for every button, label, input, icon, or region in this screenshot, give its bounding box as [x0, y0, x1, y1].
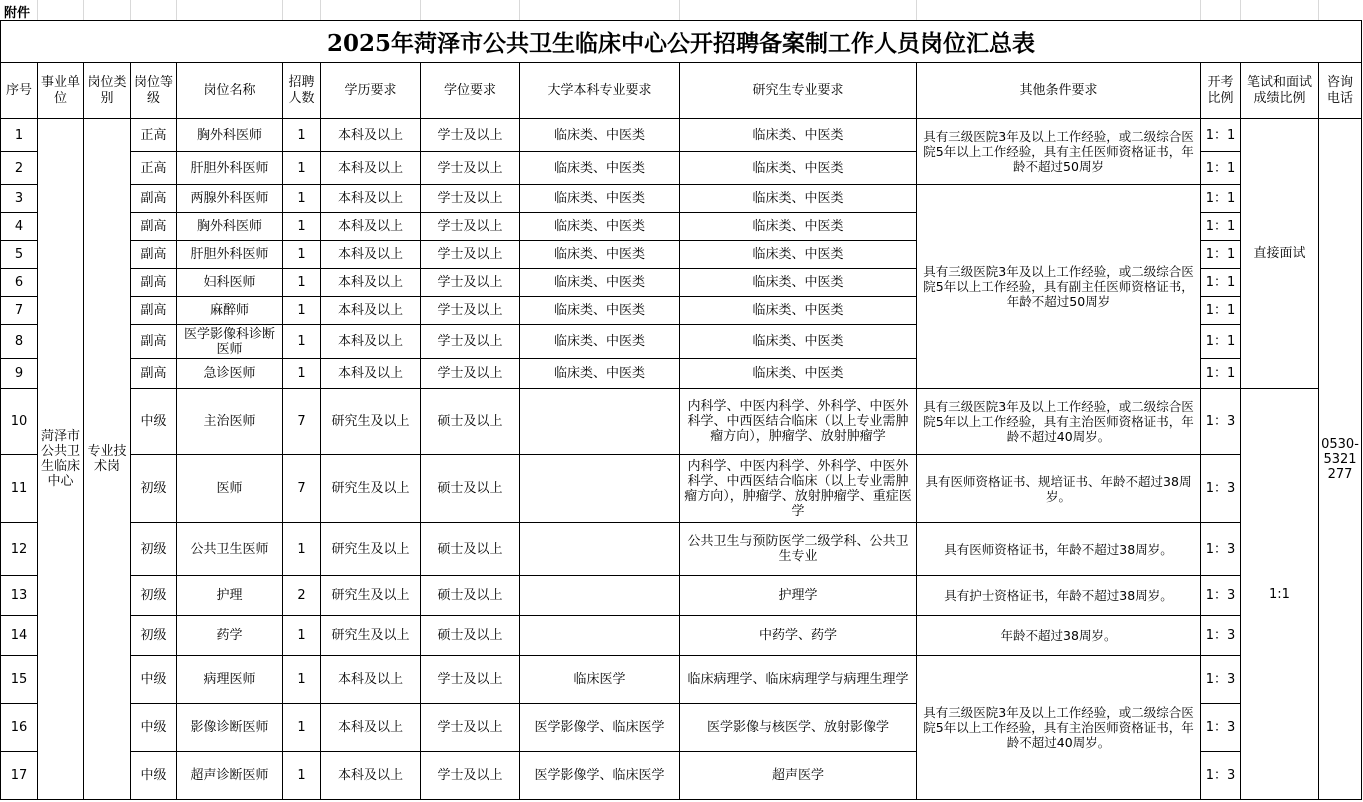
row-education: 本科及以上: [321, 752, 421, 800]
row-name: 医师: [177, 455, 283, 523]
row-education: 本科及以上: [321, 704, 421, 752]
row-degree: 学士及以上: [421, 359, 520, 389]
row-seq: 16: [1, 704, 38, 752]
row-seq: 3: [1, 185, 38, 213]
sheet-gridlines: [0, 0, 1363, 20]
row-grad-major: 临床类、中医类: [680, 213, 917, 241]
row-level: 副高: [131, 269, 177, 297]
row-degree: 学士及以上: [421, 185, 520, 213]
row-count: 1: [283, 704, 321, 752]
row-degree: 硕士及以上: [421, 389, 520, 455]
row-count: 1: [283, 359, 321, 389]
row-undergrad-major: 临床类、中医类: [520, 297, 680, 325]
row-grad-major: 超声医学: [680, 752, 917, 800]
row-education: 本科及以上: [321, 359, 421, 389]
row-ratio: 1：1: [1201, 152, 1241, 185]
row-undergrad-major: 临床类、中医类: [520, 152, 680, 185]
table-body: [1, 119, 1362, 800]
table-row: [1, 185, 1362, 213]
row-degree: 学士及以上: [421, 152, 520, 185]
unit-name: 菏泽市公共卫生临床中心: [38, 119, 84, 800]
row-level: 副高: [131, 297, 177, 325]
score-ratio-direct: 直接面试: [1241, 119, 1319, 389]
row-level: 初级: [131, 616, 177, 656]
table-row: [1, 389, 1362, 455]
row-name: 肝胆外科医师: [177, 241, 283, 269]
row-level: 中级: [131, 704, 177, 752]
row-grad-major: 临床类、中医类: [680, 269, 917, 297]
row-ratio: 1：1: [1201, 241, 1241, 269]
row-name: 胸外科医师: [177, 213, 283, 241]
header-score-ratio: 笔试和面试成绩比例: [1241, 63, 1319, 119]
row-undergrad-major: [520, 523, 680, 576]
row-level: 中级: [131, 389, 177, 455]
row-degree: 硕士及以上: [421, 523, 520, 576]
row-degree: 硕士及以上: [421, 616, 520, 656]
row-degree: 学士及以上: [421, 269, 520, 297]
row-undergrad-major: [520, 389, 680, 455]
positions-table: [0, 62, 1362, 800]
row-undergrad-major: [520, 455, 680, 523]
header-ratio: 开考比例: [1201, 63, 1241, 119]
row-name: 公共卫生医师: [177, 523, 283, 576]
row-undergrad-major: [520, 576, 680, 616]
row-seq: 5: [1, 241, 38, 269]
row-count: 1: [283, 152, 321, 185]
row-seq: 8: [1, 325, 38, 359]
row-education: 本科及以上: [321, 185, 421, 213]
row-seq: 13: [1, 576, 38, 616]
header-degree: 学位要求: [421, 63, 520, 119]
row-education: 本科及以上: [321, 213, 421, 241]
row-seq: 2: [1, 152, 38, 185]
consult-phone: 0530-5321277: [1319, 119, 1362, 800]
row-undergrad-major: 临床类、中医类: [520, 119, 680, 152]
row-ratio: 1：1: [1201, 269, 1241, 297]
row-grad-major: 临床类、中医类: [680, 241, 917, 269]
table-row: [1, 119, 1362, 152]
page-title: 2025年菏泽市公共卫生临床中心公开招聘备案制工作人员岗位汇总表: [0, 20, 1362, 63]
header-grad-major: 研究生专业要求: [680, 63, 917, 119]
header-other: 其他条件要求: [917, 63, 1201, 119]
row-ratio: 1：3: [1201, 656, 1241, 704]
header-count: 招聘人数: [283, 63, 321, 119]
row-ratio: 1：1: [1201, 297, 1241, 325]
row-other-conditions: 具有三级医院3年及以上工作经验，或二级综合医院5年以上工作经验，具有主治医师资格证书，年龄不超过40周岁。: [917, 389, 1201, 455]
row-other-conditions: 具有三级医院3年及以上工作经验，或二级综合医院5年以上工作经验，具有主治医师资格证书，年龄不超过40周岁。: [917, 656, 1201, 800]
row-other-conditions: 具有医师资格证书，年龄不超过38周岁。: [917, 523, 1201, 576]
row-level: 初级: [131, 523, 177, 576]
row-education: 研究生及以上: [321, 523, 421, 576]
row-degree: 硕士及以上: [421, 576, 520, 616]
row-ratio: 1：1: [1201, 119, 1241, 152]
row-level: 副高: [131, 325, 177, 359]
row-level: 正高: [131, 152, 177, 185]
row-seq: 17: [1, 752, 38, 800]
row-grad-major: 临床病理学、临床病理学与病理生理学: [680, 656, 917, 704]
row-grad-major: 护理学: [680, 576, 917, 616]
header-phone: 咨询电话: [1319, 63, 1362, 119]
table-row: [1, 576, 1362, 616]
row-seq: 1: [1, 119, 38, 152]
row-name: 病理医师: [177, 656, 283, 704]
row-count: 1: [283, 325, 321, 359]
row-ratio: 1：3: [1201, 576, 1241, 616]
row-name: 妇科医师: [177, 269, 283, 297]
row-undergrad-major: 医学影像学、临床医学: [520, 704, 680, 752]
row-grad-major: 临床类、中医类: [680, 325, 917, 359]
row-degree: 学士及以上: [421, 704, 520, 752]
row-level: 副高: [131, 185, 177, 213]
row-degree: 学士及以上: [421, 656, 520, 704]
row-count: 1: [283, 269, 321, 297]
row-education: 本科及以上: [321, 325, 421, 359]
row-undergrad-major: 临床类、中医类: [520, 241, 680, 269]
row-grad-major: 临床类、中医类: [680, 297, 917, 325]
row-education: 本科及以上: [321, 119, 421, 152]
row-other-conditions: 具有医师资格证书、规培证书、年龄不超过38周岁。: [917, 455, 1201, 523]
header-category: 岗位类别: [84, 63, 131, 119]
row-ratio: 1：1: [1201, 213, 1241, 241]
row-count: 1: [283, 656, 321, 704]
row-level: 初级: [131, 455, 177, 523]
category-name: 专业技术岗: [84, 119, 131, 800]
row-count: 1: [283, 523, 321, 576]
row-count: 1: [283, 119, 321, 152]
row-degree: 学士及以上: [421, 241, 520, 269]
row-undergrad-major: 临床医学: [520, 656, 680, 704]
row-seq: 6: [1, 269, 38, 297]
row-level: 中级: [131, 656, 177, 704]
row-undergrad-major: 临床类、中医类: [520, 185, 680, 213]
row-degree: 学士及以上: [421, 213, 520, 241]
row-other-conditions: 年龄不超过38周岁。: [917, 616, 1201, 656]
score-ratio-value: 1:1: [1241, 389, 1319, 800]
row-undergrad-major: 医学影像学、临床医学: [520, 752, 680, 800]
row-grad-major: 临床类、中医类: [680, 119, 917, 152]
row-name: 急诊医师: [177, 359, 283, 389]
row-seq: 12: [1, 523, 38, 576]
row-degree: 学士及以上: [421, 325, 520, 359]
row-count: 7: [283, 455, 321, 523]
row-ratio: 1：1: [1201, 325, 1241, 359]
row-undergrad-major: [520, 616, 680, 656]
header-seq: 序号: [1, 63, 38, 119]
row-ratio: 1：3: [1201, 523, 1241, 576]
row-seq: 4: [1, 213, 38, 241]
row-count: 1: [283, 752, 321, 800]
header-undergrad-major: 大学本科专业要求: [520, 63, 680, 119]
row-level: 副高: [131, 241, 177, 269]
header-level: 岗位等级: [131, 63, 177, 119]
header-unit: 事业单位: [38, 63, 84, 119]
row-name: 医学影像科诊断医师: [177, 325, 283, 359]
row-ratio: 1：1: [1201, 185, 1241, 213]
row-seq: 14: [1, 616, 38, 656]
row-count: 1: [283, 297, 321, 325]
row-education: 研究生及以上: [321, 576, 421, 616]
row-name: 护理: [177, 576, 283, 616]
row-ratio: 1：1: [1201, 359, 1241, 389]
row-undergrad-major: 临床类、中医类: [520, 325, 680, 359]
row-grad-major: 临床类、中医类: [680, 185, 917, 213]
row-name: 麻醉师: [177, 297, 283, 325]
row-level: 中级: [131, 752, 177, 800]
row-level: 副高: [131, 213, 177, 241]
row-education: 本科及以上: [321, 297, 421, 325]
row-ratio: 1：3: [1201, 616, 1241, 656]
row-name: 超声诊断医师: [177, 752, 283, 800]
row-degree: 学士及以上: [421, 752, 520, 800]
row-education: 研究生及以上: [321, 616, 421, 656]
row-count: 7: [283, 389, 321, 455]
table-row: [1, 656, 1362, 704]
row-level: 副高: [131, 359, 177, 389]
row-education: 本科及以上: [321, 152, 421, 185]
row-education: 研究生及以上: [321, 455, 421, 523]
row-ratio: 1：3: [1201, 704, 1241, 752]
row-grad-major: 内科学、中医内科学、外科学、中医外科学、中西医结合临床（以上专业需肿瘤方向），肿瘤学、放射肿瘤学、重症医学: [680, 455, 917, 523]
header-row: [1, 63, 1362, 119]
row-grad-major: 公共卫生与预防医学二级学科、公共卫生专业: [680, 523, 917, 576]
row-ratio: 1：3: [1201, 752, 1241, 800]
row-other-conditions: 具有三级医院3年及以上工作经验，或二级综合医院5年以上工作经验，具有副主任医师资格证书，年龄不超过50周岁: [917, 185, 1201, 389]
row-other-conditions: 具有三级医院3年及以上工作经验，或二级综合医院5年以上工作经验，具有主任医师资格证书，年龄不超过50周岁: [917, 119, 1201, 185]
row-undergrad-major: 临床类、中医类: [520, 269, 680, 297]
row-degree: 学士及以上: [421, 119, 520, 152]
table-row: [1, 455, 1362, 523]
row-education: 本科及以上: [321, 656, 421, 704]
row-count: 1: [283, 213, 321, 241]
row-grad-major: 中药学、药学: [680, 616, 917, 656]
row-name: 影像诊断医师: [177, 704, 283, 752]
row-seq: 7: [1, 297, 38, 325]
row-name: 胸外科医师: [177, 119, 283, 152]
row-education: 本科及以上: [321, 241, 421, 269]
table-row: [1, 523, 1362, 576]
row-count: 2: [283, 576, 321, 616]
row-other-conditions: 具有护士资格证书，年龄不超过38周岁。: [917, 576, 1201, 616]
row-seq: 11: [1, 455, 38, 523]
row-grad-major: 内科学、中医内科学、外科学、中医外科学、中西医结合临床（以上专业需肿瘤方向），肿瘤学、放射肿瘤学: [680, 389, 917, 455]
row-ratio: 1：3: [1201, 389, 1241, 455]
row-level: 初级: [131, 576, 177, 616]
row-name: 肝胆外科医师: [177, 152, 283, 185]
header-education: 学历要求: [321, 63, 421, 119]
table-row: [1, 616, 1362, 656]
header-name: 岗位名称: [177, 63, 283, 119]
row-seq: 9: [1, 359, 38, 389]
row-grad-major: 临床类、中医类: [680, 152, 917, 185]
row-seq: 10: [1, 389, 38, 455]
attachment-label: 附件: [4, 6, 31, 21]
row-education: 本科及以上: [321, 269, 421, 297]
row-count: 1: [283, 616, 321, 656]
row-degree: 硕士及以上: [421, 455, 520, 523]
row-name: 两腺外科医师: [177, 185, 283, 213]
row-count: 1: [283, 241, 321, 269]
row-undergrad-major: 临床类、中医类: [520, 359, 680, 389]
row-degree: 学士及以上: [421, 297, 520, 325]
row-name: 主治医师: [177, 389, 283, 455]
row-grad-major: 医学影像与核医学、放射影像学: [680, 704, 917, 752]
row-level: 正高: [131, 119, 177, 152]
row-seq: 15: [1, 656, 38, 704]
row-undergrad-major: 临床类、中医类: [520, 213, 680, 241]
row-ratio: 1：3: [1201, 455, 1241, 523]
row-name: 药学: [177, 616, 283, 656]
row-count: 1: [283, 185, 321, 213]
row-grad-major: 临床类、中医类: [680, 359, 917, 389]
row-education: 研究生及以上: [321, 389, 421, 455]
